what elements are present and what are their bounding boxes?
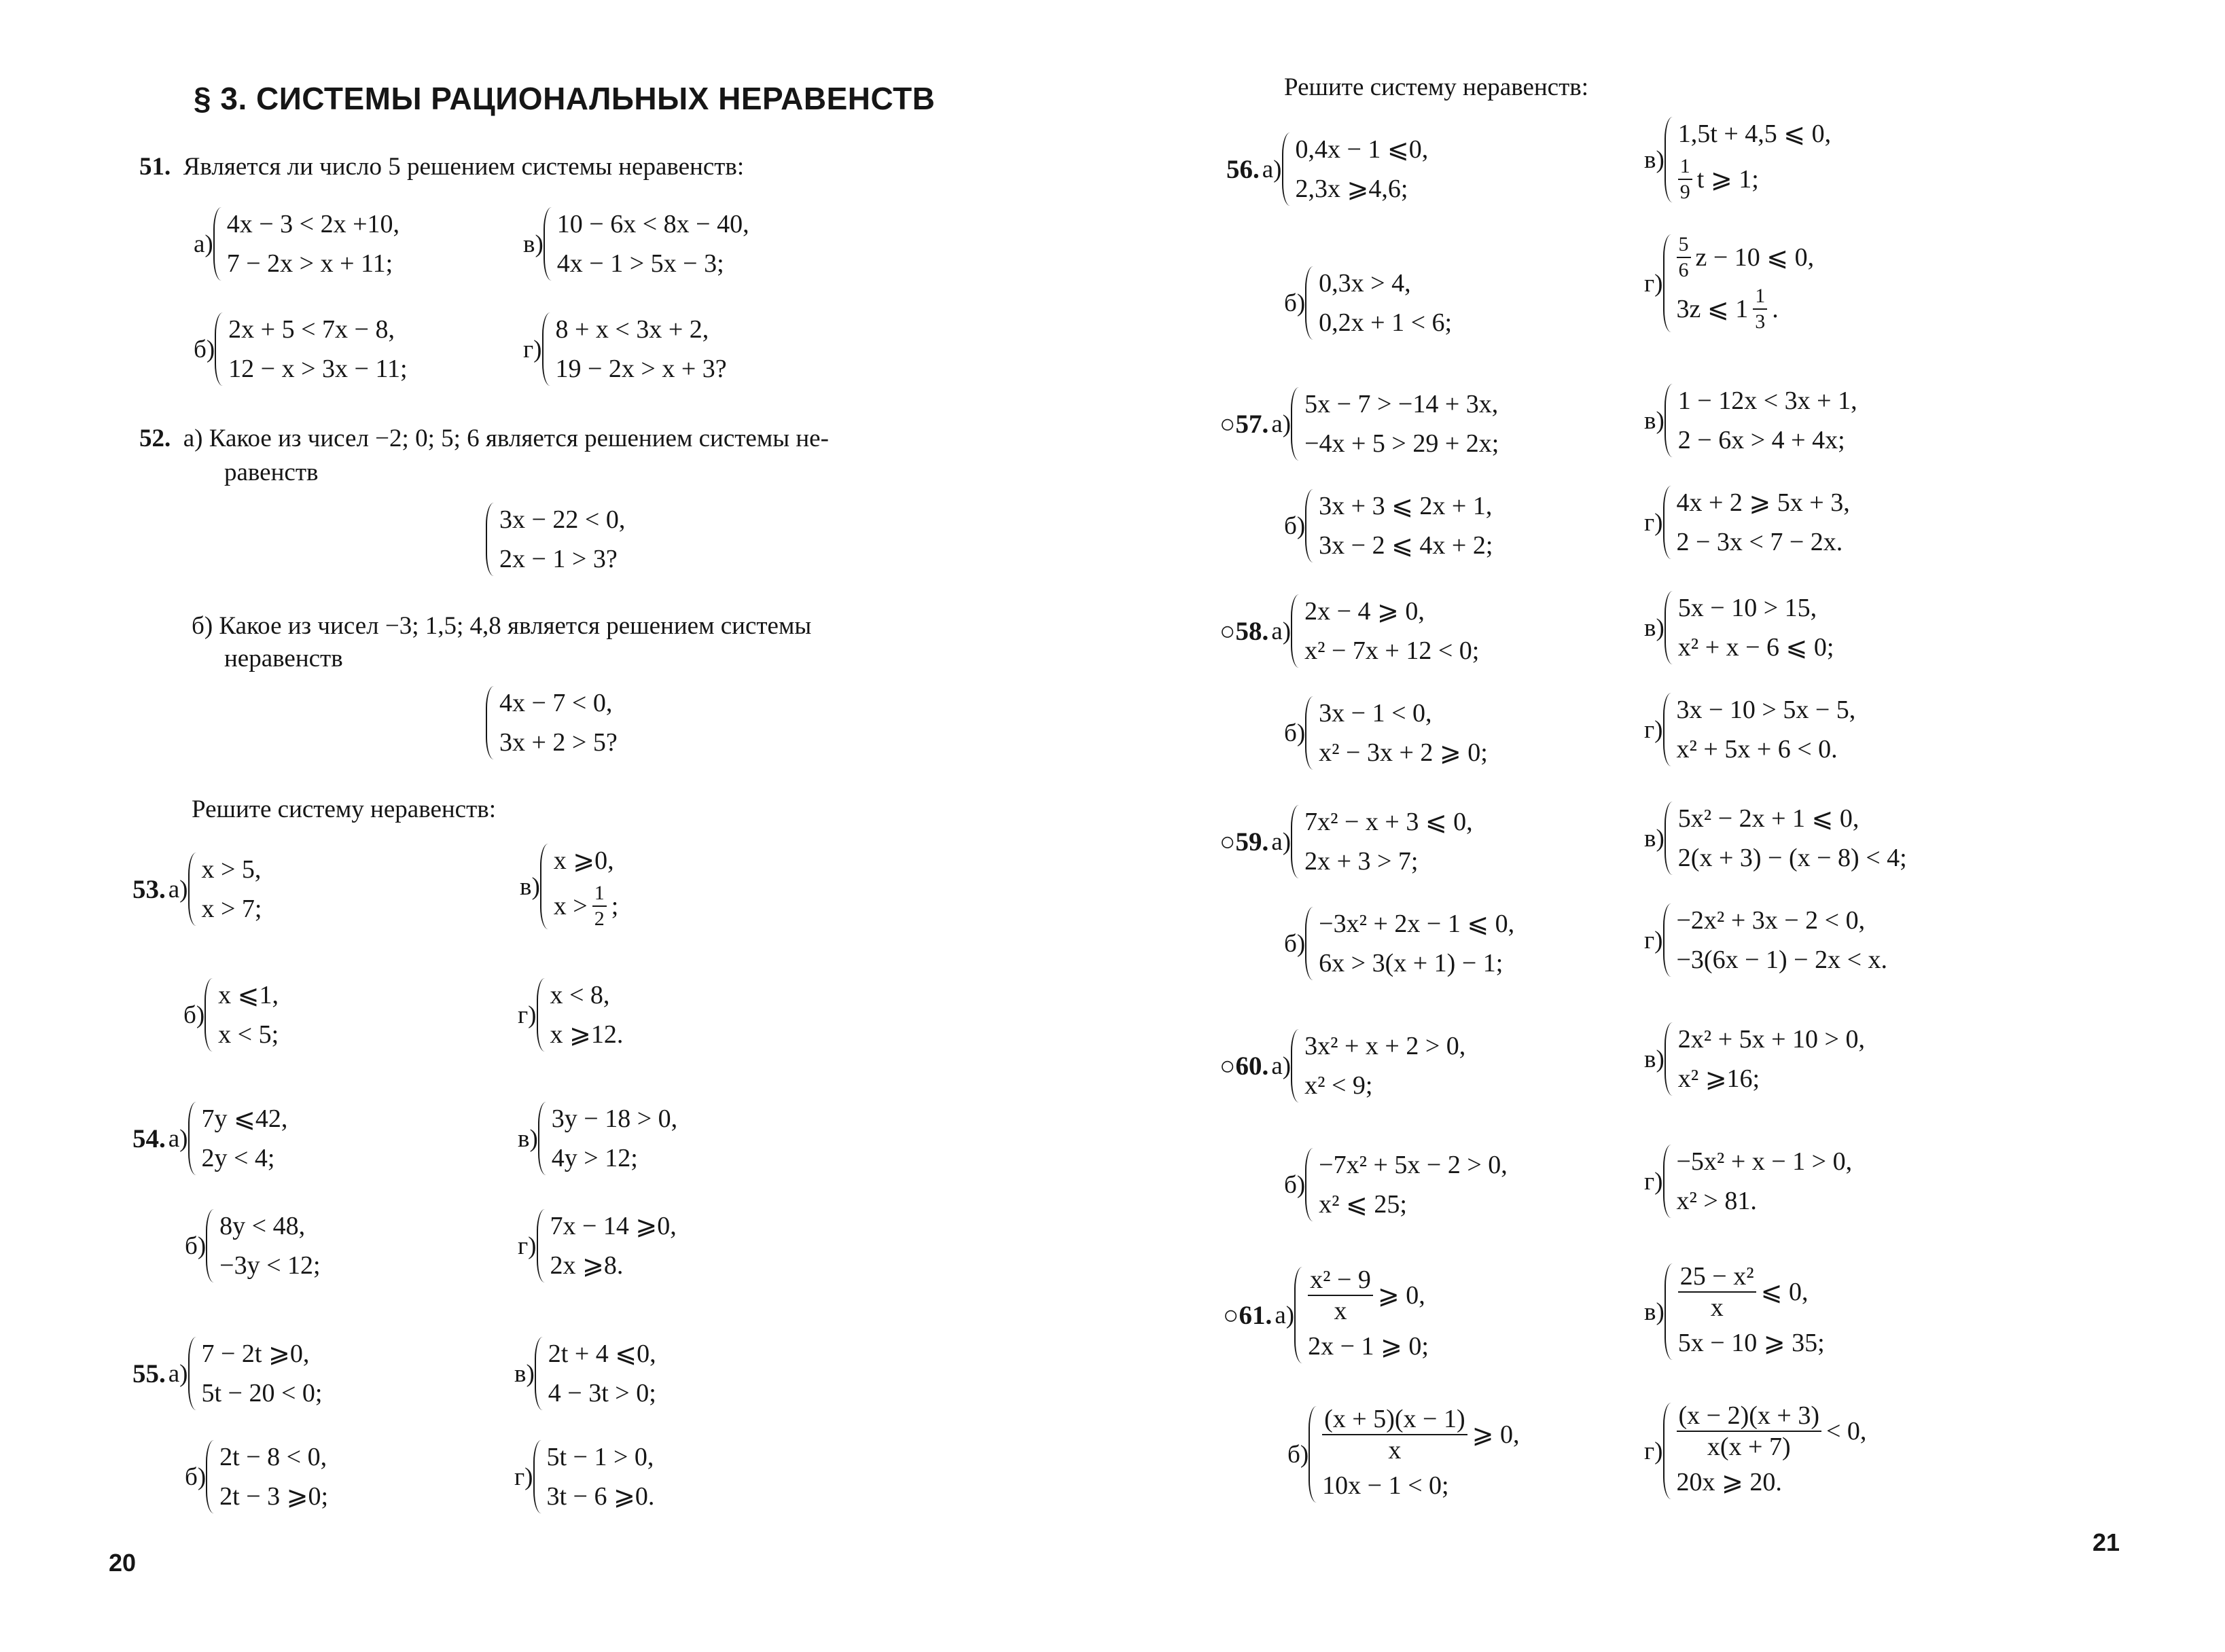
problem-58g: г) 3x − 10 > 5x − 5, x² + 5x + 6 < 0. — [1644, 693, 1855, 766]
problem-52b-system: 4x − 7 < 0, 3x + 2 > 5? — [486, 686, 618, 759]
problem-61v: в) $\frac{\text{25 − x²}}{x}$ ⩽ 0, 5x − 10 ⩾ 35; — [1644, 1263, 1825, 1360]
problem-59g: г) −2x² + 3x − 2 < 0, −3(6x − 1) − 2x < x. — [1644, 903, 1887, 977]
problem-57a: ○57. а) 5x − 7 > −14 + 3x, −4x + 5 > 29 + 2x; — [1220, 387, 1499, 461]
problem-52b-statement: б) Какое из чисел −3; 1,5; 4,8 является решением системы — [192, 612, 812, 640]
section-title: § 3. СИСТЕМЫ РАЦИОНАЛЬНЫХ НЕРАВЕНСТВ — [194, 81, 936, 116]
problem-57-number: ○57. — [1220, 409, 1269, 439]
problem-55b: б) 2t − 8 < 0, 2t − 3 ⩾0; — [185, 1440, 328, 1513]
fraction: $\frac{1}{2}$ — [592, 883, 607, 929]
problem-54g: г) 7x − 14 ⩾0, 2x ⩾8. — [518, 1209, 677, 1282]
problem-57g: г) 4x + 2 ⩾ 5x + 3, 2 − 3x < 7 − 2x. — [1644, 486, 1850, 559]
problem-59v: в) 5x² − 2x + 1 ⩽ 0, 2(x + 3) − (x − 8) < 4; — [1644, 802, 1907, 875]
problem-60-number: ○60. — [1220, 1051, 1269, 1081]
problem-51a: а) 4x − 3 < 2x +10, 7 − 2x > x + 11; — [194, 207, 399, 281]
problem-53a: 53. а) x > 5, x > 7; — [132, 852, 262, 926]
problem-56g: г) $\frac{5}{6}$ z − 10 ⩽ 0, 3z ⩽ 1 $\frac{1}{3}$ . — [1644, 233, 1815, 333]
problem-53-number: 53. — [132, 874, 166, 904]
problem-58-number: ○58. — [1220, 616, 1269, 646]
item-label: а) — [194, 230, 213, 258]
problem-59a: ○59. а) 7x² − x + 3 ⩽ 0, 2x + 3 > 7; — [1220, 805, 1473, 878]
item-label: г) — [523, 335, 542, 363]
problem-56-number: 56. — [1226, 154, 1260, 184]
instruction-right: Решите систему неравенств: — [1284, 73, 1589, 101]
problem-61a: ○61. а) $\frac{\text{x² − 9}}{x}$ ⩾ 0, 2x − 1 ⩾ 0; — [1223, 1267, 1429, 1363]
problem-51g: г) 8 + x < 3x + 2, 19 − 2x > x + 3? — [523, 312, 727, 386]
problem-60a: ○60. а) 3x² + x + 2 > 0, x² < 9; — [1220, 1029, 1465, 1102]
problem-52b-statement-cont: неравенств — [224, 645, 343, 672]
problem-58v: в) 5x − 10 > 15, x² + x − 6 ⩽ 0; — [1644, 591, 1834, 664]
page-number-right: 21 — [2093, 1528, 2120, 1556]
problem-59b: б) −3x² + 2x − 1 ⩽ 0, 6x > 3(x + 1) − 1; — [1284, 907, 1514, 980]
problem-52a-system: 3x − 22 < 0, 2x − 1 > 3? — [486, 503, 625, 576]
problem-60g: г) −5x² + x − 1 > 0, x² > 81. — [1644, 1145, 1852, 1218]
problem-55-number: 55. — [132, 1359, 166, 1388]
problem-51v: в) 10 − 6x < 8x − 40, 4x − 1 > 5x − 3; — [523, 207, 749, 281]
problem-54a: 54. а) 7y ⩽42, 2y < 4; — [132, 1102, 287, 1175]
problem-52-number: 52. — [139, 425, 171, 452]
problem-57b: б) 3x + 3 ⩽ 2x + 1, 3x − 2 ⩽ 4x + 2; — [1284, 489, 1493, 562]
fraction: $\frac{\text{25 − x²}}{x}$ — [1678, 1263, 1756, 1321]
fraction: $\frac{(x - 2)(x + 3)}{x(x + 7)}$ — [1677, 1403, 1821, 1460]
problem-61b: б) $\frac{(x + 5)(x - 1)}{x}$ ⩾ 0, 10x − 1 < 0; — [1287, 1406, 1519, 1503]
item-label: в) — [523, 230, 544, 258]
problem-54-number: 54. — [132, 1124, 166, 1153]
problem-51b: б) 2x + 5 < 7x − 8, 12 − x > 3x − 11; — [194, 312, 408, 386]
problem-51-number: 51. — [139, 153, 171, 181]
problem-55a: 55. а) 7 − 2t ⩾0, 5t − 20 < 0; — [132, 1337, 322, 1410]
problem-52a-statement-cont: равенств — [224, 459, 319, 486]
item-label: б) — [194, 335, 215, 363]
fraction: $\frac{5}{6}$ — [1677, 234, 1691, 281]
problem-60b: б) −7x² + 5x − 2 > 0, x² ⩽ 25; — [1284, 1148, 1508, 1221]
problem-56a: 56. а) 0,4x − 1 ⩽0, 2,3x ⩾4,6; — [1226, 132, 1428, 206]
problem-51-statement — [139, 151, 744, 183]
problem-53g: г) x < 8, x ⩾12. — [518, 978, 623, 1052]
problem-54b: б) 8y < 48, −3y < 12; — [185, 1209, 321, 1282]
problem-58a: ○58. а) 2x − 4 ⩾ 0, x² − 7x + 12 < 0; — [1220, 594, 1479, 668]
page-number-left: 20 — [109, 1549, 137, 1577]
problem-60v: в) 2x² + 5x + 10 > 0, x² ⩾16; — [1644, 1022, 1865, 1096]
problem-61-number: ○61. — [1223, 1300, 1272, 1330]
fraction: $\frac{1}{3}$ — [1753, 286, 1767, 332]
problem-53v: в) x ⩾0, x > $\frac{1}{2}$ ; — [520, 844, 618, 929]
problem-61g: г) $\frac{(x - 2)(x + 3)}{x(x + 7)}$ < 0, 20x ⩾ 20. — [1644, 1403, 1866, 1499]
fraction: $\frac{(x + 5)(x - 1)}{x}$ — [1322, 1406, 1467, 1463]
problem-52a-statement: 52. а) Какое из чисел −2; 0; 5; 6 является решением системы не- — [139, 425, 829, 452]
problem-55g: г) 5t − 1 > 0, 3t − 6 ⩾0. — [514, 1440, 654, 1513]
instruction-left: Решите систему неравенств: — [192, 795, 497, 823]
fraction: $\frac{\text{x² − 9}}{x}$ — [1308, 1267, 1373, 1324]
fraction: $\frac{1}{9}$ — [1678, 156, 1692, 202]
problem-56b: б) 0,3x > 4, 0,2x + 1 < 6; — [1284, 266, 1452, 340]
problem-55v: в) 2t + 4 ⩽0, 4 − 3t > 0; — [514, 1337, 656, 1410]
problem-56v: в) 1,5t + 4,5 ⩽ 0, $\frac{1}{9}$ t ⩾ 1; — [1644, 117, 1831, 202]
problem-53b: б) x ⩽1, x < 5; — [183, 978, 279, 1052]
problem-57v: в) 1 − 12x < 3x + 1, 2 − 6x > 4 + 4x; — [1644, 384, 1857, 457]
problem-51-text: Является ли число 5 решением системы неравенств: — [183, 153, 745, 181]
problem-59-number: ○59. — [1220, 827, 1269, 857]
problem-58b: б) 3x − 1 < 0, x² − 3x + 2 ⩾ 0; — [1284, 696, 1488, 770]
problem-54v: в) 3y − 18 > 0, 4y > 12; — [518, 1102, 677, 1175]
